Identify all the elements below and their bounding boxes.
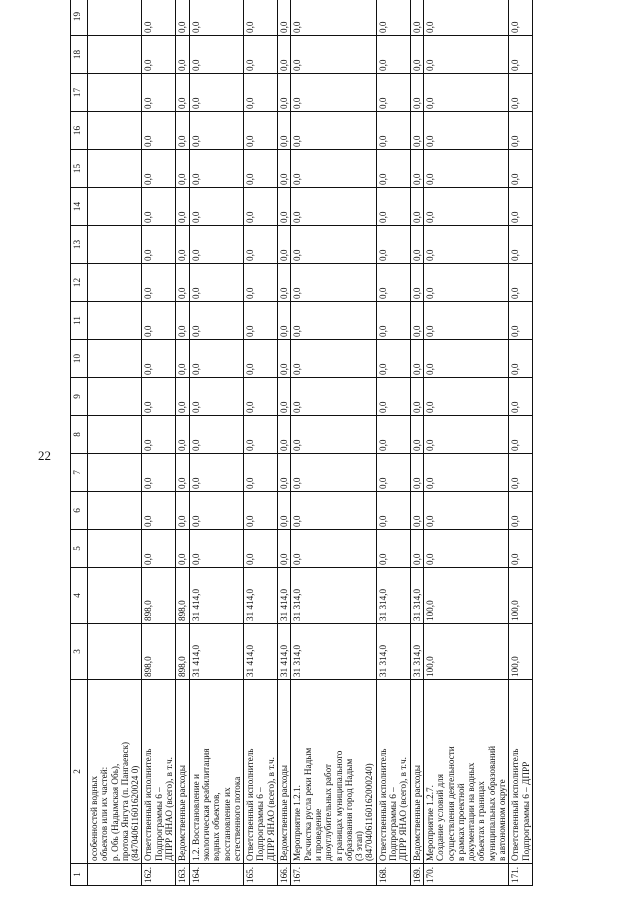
value-cell: 0,0 bbox=[142, 378, 176, 416]
value-cell bbox=[88, 492, 142, 530]
column-header: 5 bbox=[71, 530, 88, 568]
value-cell: 0,0 bbox=[423, 0, 508, 36]
value-cell: 100,0 bbox=[509, 568, 533, 624]
value-cell: 0,0 bbox=[189, 302, 243, 340]
row-number: 170. bbox=[423, 864, 508, 886]
value-cell bbox=[88, 226, 142, 264]
row-name: Ответственный исполнитель Подпрограммы 6 – ДПРР ЯНАО (всего), в т.ч. bbox=[376, 680, 410, 864]
table-row bbox=[142, 0, 176, 886]
column-header: 10 bbox=[71, 340, 88, 378]
value-cell: 0,0 bbox=[142, 340, 176, 378]
value-cell: 0,0 bbox=[376, 264, 410, 302]
value-cell: 0,0 bbox=[423, 454, 508, 492]
value-cell: 0,0 bbox=[142, 302, 176, 340]
row-number: 171. bbox=[509, 864, 533, 886]
value-cell: 0,0 bbox=[244, 264, 278, 302]
value-cell: 0,0 bbox=[278, 74, 291, 112]
value-cell: 0,0 bbox=[376, 340, 410, 378]
value-cell: 0,0 bbox=[176, 530, 189, 568]
value-cell: 0,0 bbox=[291, 0, 376, 36]
value-cell: 0,0 bbox=[291, 264, 376, 302]
value-cell: 0,0 bbox=[376, 150, 410, 188]
value-cell: 0,0 bbox=[244, 302, 278, 340]
value-cell: 898,0 bbox=[176, 568, 189, 624]
value-cell: 0,0 bbox=[410, 188, 423, 226]
value-cell: 0,0 bbox=[176, 454, 189, 492]
value-cell: 0,0 bbox=[176, 378, 189, 416]
value-cell: 0,0 bbox=[278, 340, 291, 378]
value-cell: 0,0 bbox=[278, 416, 291, 454]
value-cell: 898,0 bbox=[176, 624, 189, 680]
table-row bbox=[244, 0, 278, 886]
value-cell: 0,0 bbox=[291, 416, 376, 454]
column-header: 11 bbox=[71, 302, 88, 340]
rotated-table-container bbox=[70, 11, 640, 886]
row-name: Ответственный исполнитель Подпрограммы 6 – ДПРР bbox=[509, 680, 533, 864]
value-cell: 0,0 bbox=[244, 226, 278, 264]
value-cell: 0,0 bbox=[423, 226, 508, 264]
value-cell: 31 314,0 bbox=[291, 624, 376, 680]
value-cell: 0,0 bbox=[423, 150, 508, 188]
value-cell: 31 314,0 bbox=[410, 568, 423, 624]
column-header: 1 bbox=[71, 864, 88, 886]
value-cell: 0,0 bbox=[142, 36, 176, 74]
value-cell: 0,0 bbox=[278, 112, 291, 150]
value-cell: 0,0 bbox=[410, 112, 423, 150]
value-cell: 0,0 bbox=[142, 226, 176, 264]
page-number: 22 bbox=[38, 448, 51, 463]
value-cell: 0,0 bbox=[278, 378, 291, 416]
value-cell: 0,0 bbox=[291, 188, 376, 226]
value-cell: 0,0 bbox=[291, 530, 376, 568]
value-cell: 898,0 bbox=[142, 624, 176, 680]
value-cell: 0,0 bbox=[244, 112, 278, 150]
value-cell: 0,0 bbox=[176, 0, 189, 36]
value-cell: 0,0 bbox=[244, 0, 278, 36]
value-cell: 0,0 bbox=[410, 0, 423, 36]
value-cell: 0,0 bbox=[291, 340, 376, 378]
column-header: 13 bbox=[71, 226, 88, 264]
column-header: 8 bbox=[71, 416, 88, 454]
table-row bbox=[278, 0, 291, 886]
value-cell: 0,0 bbox=[509, 264, 533, 302]
value-cell: 0,0 bbox=[278, 302, 291, 340]
value-cell: 0,0 bbox=[176, 74, 189, 112]
table-row bbox=[376, 0, 410, 886]
value-cell: 0,0 bbox=[189, 112, 243, 150]
value-cell: 0,0 bbox=[410, 416, 423, 454]
value-cell: 31 314,0 bbox=[376, 624, 410, 680]
table-row bbox=[410, 0, 423, 886]
value-cell: 0,0 bbox=[410, 302, 423, 340]
value-cell: 0,0 bbox=[244, 340, 278, 378]
value-cell: 0,0 bbox=[189, 340, 243, 378]
table-row bbox=[509, 0, 533, 886]
value-cell: 0,0 bbox=[423, 112, 508, 150]
value-cell: 0,0 bbox=[509, 74, 533, 112]
value-cell: 0,0 bbox=[423, 492, 508, 530]
table-row bbox=[176, 0, 189, 886]
header-row bbox=[71, 0, 88, 886]
column-header: 9 bbox=[71, 378, 88, 416]
value-cell bbox=[88, 0, 142, 36]
value-cell: 0,0 bbox=[176, 416, 189, 454]
value-cell: 0,0 bbox=[244, 36, 278, 74]
table-row bbox=[88, 0, 142, 886]
value-cell: 0,0 bbox=[142, 150, 176, 188]
value-cell: 0,0 bbox=[189, 264, 243, 302]
column-header: 18 bbox=[71, 36, 88, 74]
column-header: 6 bbox=[71, 492, 88, 530]
column-header: 3 bbox=[71, 624, 88, 680]
value-cell: 0,0 bbox=[423, 302, 508, 340]
value-cell: 0,0 bbox=[176, 150, 189, 188]
value-cell: 0,0 bbox=[278, 150, 291, 188]
value-cell: 0,0 bbox=[189, 492, 243, 530]
value-cell: 0,0 bbox=[278, 188, 291, 226]
value-cell: 0,0 bbox=[244, 74, 278, 112]
value-cell: 0,0 bbox=[142, 454, 176, 492]
value-cell: 0,0 bbox=[291, 226, 376, 264]
value-cell: 0,0 bbox=[244, 150, 278, 188]
value-cell: 0,0 bbox=[244, 492, 278, 530]
value-cell: 0,0 bbox=[142, 530, 176, 568]
value-cell: 0,0 bbox=[410, 340, 423, 378]
value-cell bbox=[88, 302, 142, 340]
value-cell bbox=[88, 74, 142, 112]
value-cell: 0,0 bbox=[509, 454, 533, 492]
value-cell: 0,0 bbox=[176, 112, 189, 150]
column-header: 4 bbox=[71, 568, 88, 624]
value-cell: 0,0 bbox=[189, 74, 243, 112]
value-cell: 0,0 bbox=[376, 188, 410, 226]
value-cell: 0,0 bbox=[291, 454, 376, 492]
value-cell: 0,0 bbox=[244, 378, 278, 416]
value-cell: 31 314,0 bbox=[410, 624, 423, 680]
value-cell: 0,0 bbox=[291, 492, 376, 530]
row-number: 166. bbox=[278, 864, 291, 886]
value-cell: 0,0 bbox=[278, 530, 291, 568]
value-cell: 0,0 bbox=[278, 36, 291, 74]
value-cell: 0,0 bbox=[244, 454, 278, 492]
value-cell: 0,0 bbox=[410, 226, 423, 264]
value-cell: 0,0 bbox=[423, 416, 508, 454]
budget-table bbox=[70, 0, 533, 886]
value-cell: 0,0 bbox=[176, 340, 189, 378]
value-cell: 0,0 bbox=[410, 454, 423, 492]
value-cell: 0,0 bbox=[278, 0, 291, 36]
table-row bbox=[291, 0, 376, 886]
value-cell: 0,0 bbox=[189, 0, 243, 36]
value-cell: 0,0 bbox=[189, 378, 243, 416]
value-cell: 100,0 bbox=[423, 624, 508, 680]
value-cell: 31 414,0 bbox=[278, 568, 291, 624]
value-cell: 0,0 bbox=[376, 530, 410, 568]
row-name: Ответственный исполнитель Подпрограммы 6 – ДПРР ЯНАО (всего), в т.ч. bbox=[142, 680, 176, 864]
row-name: Ведомственные расходы bbox=[176, 680, 189, 864]
value-cell: 0,0 bbox=[376, 416, 410, 454]
column-header: 15 bbox=[71, 150, 88, 188]
column-header: 7 bbox=[71, 454, 88, 492]
value-cell: 0,0 bbox=[291, 112, 376, 150]
value-cell: 0,0 bbox=[423, 264, 508, 302]
value-cell: 0,0 bbox=[142, 0, 176, 36]
value-cell: 0,0 bbox=[423, 74, 508, 112]
row-name: особенностей водных объектов или их частей: р. Обь (Надымская Обь), протока Янгута (п. Пангаевск) (847040611601620024 0) bbox=[88, 680, 142, 864]
table-row bbox=[423, 0, 508, 886]
row-name: Мероприятие 1.2.7. Создание условий для осуществления деятельности в рамках проектной документации на водных объектах в границах муниципальных образований в автономном округе bbox=[423, 680, 508, 864]
row-number: 168. bbox=[376, 864, 410, 886]
value-cell: 0,0 bbox=[142, 416, 176, 454]
value-cell bbox=[88, 568, 142, 624]
column-header: 12 bbox=[71, 264, 88, 302]
value-cell: 0,0 bbox=[376, 74, 410, 112]
value-cell: 0,0 bbox=[423, 530, 508, 568]
value-cell: 31 414,0 bbox=[189, 568, 243, 624]
value-cell: 0,0 bbox=[189, 454, 243, 492]
value-cell: 0,0 bbox=[278, 226, 291, 264]
value-cell: 0,0 bbox=[189, 416, 243, 454]
value-cell: 0,0 bbox=[291, 302, 376, 340]
value-cell: 0,0 bbox=[291, 36, 376, 74]
value-cell: 0,0 bbox=[176, 36, 189, 74]
value-cell: 0,0 bbox=[509, 188, 533, 226]
value-cell: 0,0 bbox=[291, 378, 376, 416]
column-header: 17 bbox=[71, 74, 88, 112]
row-name: Мероприятие 1.2.1. Расчистка русла реки Надым и проведение дноуглубительных работ в границах муниципального образования город Надым (3 этап) (84704061160162000240) bbox=[291, 680, 376, 864]
value-cell: 0,0 bbox=[176, 226, 189, 264]
value-cell: 0,0 bbox=[410, 264, 423, 302]
column-header: 16 bbox=[71, 112, 88, 150]
row-number: 169. bbox=[410, 864, 423, 886]
value-cell: 0,0 bbox=[410, 378, 423, 416]
value-cell: 0,0 bbox=[176, 492, 189, 530]
value-cell: 0,0 bbox=[142, 264, 176, 302]
value-cell: 31 414,0 bbox=[244, 568, 278, 624]
value-cell bbox=[88, 378, 142, 416]
value-cell: 31 414,0 bbox=[189, 624, 243, 680]
value-cell: 0,0 bbox=[410, 36, 423, 74]
value-cell: 0,0 bbox=[376, 36, 410, 74]
value-cell: 0,0 bbox=[244, 530, 278, 568]
row-name: Ведомственные расходы bbox=[410, 680, 423, 864]
value-cell: 0,0 bbox=[142, 74, 176, 112]
value-cell: 31 314,0 bbox=[376, 568, 410, 624]
value-cell: 0,0 bbox=[189, 36, 243, 74]
value-cell: 31 414,0 bbox=[278, 624, 291, 680]
row-number: 167. bbox=[291, 864, 376, 886]
value-cell: 0,0 bbox=[278, 492, 291, 530]
value-cell: 0,0 bbox=[189, 226, 243, 264]
row-name: Ответственный исполнитель Подпрограммы 6 – ДПРР ЯНАО (всего), в т.ч. bbox=[244, 680, 278, 864]
value-cell: 0,0 bbox=[176, 188, 189, 226]
column-header: 2 bbox=[71, 680, 88, 864]
value-cell bbox=[88, 454, 142, 492]
value-cell: 0,0 bbox=[376, 454, 410, 492]
value-cell: 0,0 bbox=[278, 264, 291, 302]
value-cell: 31 314,0 bbox=[291, 568, 376, 624]
value-cell: 0,0 bbox=[376, 0, 410, 36]
table-row bbox=[189, 0, 243, 886]
value-cell: 0,0 bbox=[376, 492, 410, 530]
value-cell: 0,0 bbox=[189, 530, 243, 568]
value-cell: 0,0 bbox=[423, 36, 508, 74]
value-cell bbox=[88, 150, 142, 188]
value-cell: 100,0 bbox=[423, 568, 508, 624]
value-cell: 0,0 bbox=[376, 378, 410, 416]
value-cell: 0,0 bbox=[509, 492, 533, 530]
row-number: 165. bbox=[244, 864, 278, 886]
value-cell: 0,0 bbox=[291, 74, 376, 112]
row-name: 1.2. Восстановление и экологическая реабилитация водных объектов, восстановление их естественного потока bbox=[189, 680, 243, 864]
value-cell: 100,0 bbox=[509, 624, 533, 680]
value-cell: 0,0 bbox=[509, 112, 533, 150]
column-header: 14 bbox=[71, 188, 88, 226]
value-cell: 0,0 bbox=[423, 378, 508, 416]
value-cell: 0,0 bbox=[142, 492, 176, 530]
row-number: 164. bbox=[189, 864, 243, 886]
value-cell: 0,0 bbox=[410, 150, 423, 188]
value-cell bbox=[88, 530, 142, 568]
value-cell: 0,0 bbox=[509, 150, 533, 188]
value-cell bbox=[88, 112, 142, 150]
value-cell: 0,0 bbox=[376, 302, 410, 340]
value-cell: 31 414,0 bbox=[244, 624, 278, 680]
value-cell: 0,0 bbox=[509, 530, 533, 568]
value-cell: 0,0 bbox=[291, 150, 376, 188]
value-cell: 0,0 bbox=[189, 150, 243, 188]
value-cell: 0,0 bbox=[189, 188, 243, 226]
value-cell: 0,0 bbox=[509, 416, 533, 454]
value-cell: 0,0 bbox=[142, 112, 176, 150]
value-cell: 0,0 bbox=[142, 188, 176, 226]
value-cell bbox=[88, 36, 142, 74]
value-cell: 0,0 bbox=[244, 188, 278, 226]
row-number bbox=[88, 864, 142, 886]
value-cell bbox=[88, 416, 142, 454]
column-header: 19 bbox=[71, 0, 88, 36]
value-cell: 0,0 bbox=[410, 74, 423, 112]
value-cell: 0,0 bbox=[509, 0, 533, 36]
row-name: Ведомственные расходы bbox=[278, 680, 291, 864]
value-cell: 0,0 bbox=[423, 188, 508, 226]
value-cell: 0,0 bbox=[376, 226, 410, 264]
value-cell: 0,0 bbox=[410, 492, 423, 530]
value-cell: 0,0 bbox=[410, 530, 423, 568]
value-cell: 0,0 bbox=[509, 340, 533, 378]
value-cell bbox=[88, 264, 142, 302]
value-cell: 0,0 bbox=[176, 302, 189, 340]
value-cell: 0,0 bbox=[376, 112, 410, 150]
row-number: 163. bbox=[176, 864, 189, 886]
value-cell: 0,0 bbox=[509, 36, 533, 74]
value-cell: 0,0 bbox=[176, 264, 189, 302]
value-cell: 0,0 bbox=[509, 226, 533, 264]
value-cell: 0,0 bbox=[244, 416, 278, 454]
value-cell: 0,0 bbox=[278, 454, 291, 492]
value-cell: 0,0 bbox=[509, 302, 533, 340]
value-cell: 0,0 bbox=[509, 378, 533, 416]
value-cell: 898,0 bbox=[142, 568, 176, 624]
value-cell: 0,0 bbox=[423, 340, 508, 378]
value-cell bbox=[88, 340, 142, 378]
value-cell bbox=[88, 624, 142, 680]
value-cell bbox=[88, 188, 142, 226]
row-number: 162. bbox=[142, 864, 176, 886]
